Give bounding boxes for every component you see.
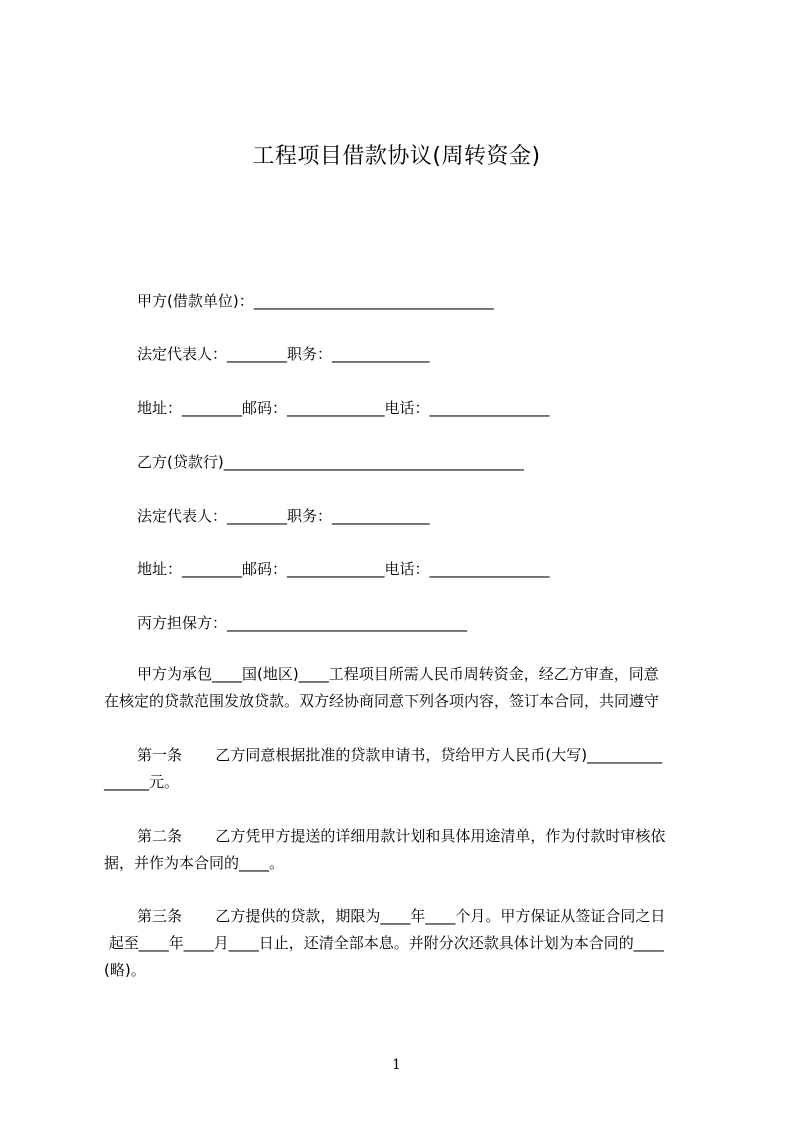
page-number: 1 [392, 1057, 401, 1073]
article-2-line: 据，并作为本合同的____。 [104, 854, 285, 872]
article-3-line: 起至____年____月____日止，还清全部本息。并附分次还款具体计划为本合同的____ [104, 934, 664, 952]
party-a-representative-field: 法定代表人：________职务：_____________ [137, 345, 430, 363]
party-b-address-field: 地址：________邮码：_____________电话：________________ [137, 560, 550, 578]
intro-paragraph-line: 在核定的贷款范围发放贷款。双方经协商同意下列各项内容，签订本合同，共同遵守 [104, 692, 660, 710]
article-3-line: (略)。 [104, 961, 146, 979]
article-3-line: 第三条 乙方提供的贷款，期限为____年____个月。甲方保证从签证合同之日 [137, 907, 666, 925]
article-2-line: 第二条 乙方凭甲方提送的详细用款计划和具体用途清单，作为付款时审核依 [137, 827, 666, 845]
party-a-field: 甲方(借款单位)：________________________________ [137, 292, 494, 310]
guarantor-field: 丙方担保方：________________________________ [137, 614, 468, 632]
party-b-field: 乙方(贷款行)________________________________________ [137, 453, 524, 471]
intro-paragraph-line: 甲方为承包____国(地区)____工程项目所需人民币周转资金，经乙方审查，同意 [137, 665, 659, 683]
page-title: 工程项目借款协议(周转资金) [252, 144, 541, 169]
party-b-representative-field: 法定代表人：________职务：_____________ [137, 507, 430, 525]
article-1-line: 第一条 乙方同意根据批准的贷款申请书，贷给甲方人民币(大写)__________ [137, 746, 663, 764]
party-a-address-field: 地址：________邮码：_____________电话：________________ [137, 399, 550, 417]
article-1-line: ______元。 [104, 773, 180, 791]
